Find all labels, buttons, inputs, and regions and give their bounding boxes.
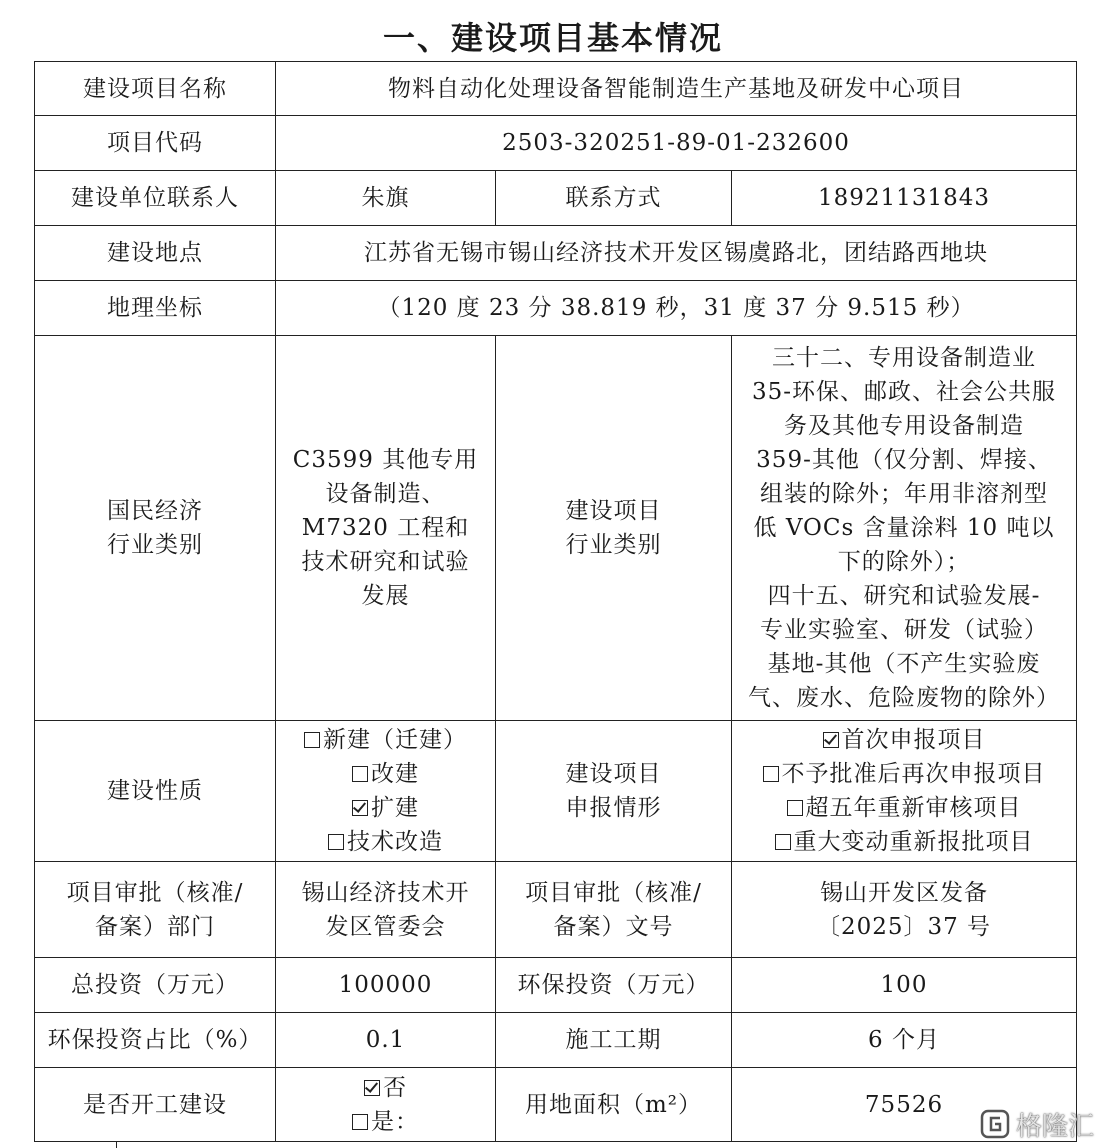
nature-option-expand[interactable]: 扩建 <box>282 791 489 825</box>
nature-label: 建设性质 <box>35 721 276 862</box>
approval-doc-label-line1: 项目审批（核准/ <box>525 879 702 906</box>
land-area-value: 75526 <box>732 1068 1077 1142</box>
approval-doc-line1: 锡山开发区发备 <box>820 879 988 906</box>
national-industry-line: 发展 <box>361 583 410 609</box>
declare-options <box>732 721 1077 862</box>
checkbox-icon[interactable] <box>352 1114 368 1130</box>
env-investment-value: 100 <box>732 958 1077 1013</box>
project-industry-line: 组装的除外；年用非溶剂型 <box>760 481 1048 507</box>
project-industry-line: 专业实验室、研发（试验） <box>760 617 1048 643</box>
checkbox-checked-icon[interactable] <box>823 732 839 748</box>
page-title: 一、建设项目基本情况 <box>382 19 723 57</box>
phone-label: 联系方式 <box>496 171 732 226</box>
env-ratio-value: 0.1 <box>276 1013 496 1068</box>
national-industry-value <box>276 336 496 721</box>
approval-dept-value <box>276 862 496 958</box>
project-name-label: 建设项目名称 <box>35 62 276 116</box>
coordinates-value: （120 度 23 分 38.819 秒，31 度 37 分 9.515 秒） <box>276 281 1077 336</box>
approval-dept-label <box>35 862 276 958</box>
env-investment-label: 环保投资（万元） <box>496 958 732 1013</box>
checkbox-checked-icon[interactable] <box>352 800 368 816</box>
next-row-border <box>34 1141 1076 1142</box>
project-industry-line: 三十二、专用设备制造业 <box>772 345 1036 371</box>
row-investment <box>35 958 1077 1013</box>
project-industry-line: 四十五、研究和试验发展- <box>767 583 1041 609</box>
national-industry-line: M7320 工程和 <box>301 515 470 541</box>
row-location <box>35 226 1077 281</box>
project-code-value: 2503-320251-89-01-232600 <box>276 116 1077 171</box>
construction-period-label: 施工工期 <box>496 1013 732 1068</box>
declare-option-five-year[interactable]: 超五年重新审核项目 <box>738 791 1070 825</box>
approval-doc-label-line2: 备案）文号 <box>553 913 674 940</box>
declare-option-resubmit[interactable]: 不予批准后再次申报项目 <box>738 757 1070 791</box>
checkbox-icon[interactable] <box>787 800 803 816</box>
row-nature <box>35 721 1077 862</box>
declare-option-first[interactable]: 首次申报项目 <box>738 723 1070 757</box>
project-industry-line: 气、废水、危险废物的除外） <box>748 685 1060 711</box>
declare-option-major-change[interactable]: 重大变动重新报批项目 <box>738 825 1070 859</box>
contact-name: 朱旗 <box>276 171 496 226</box>
project-industry-line: 低 VOCs 含量涂料 10 吨以 <box>753 515 1055 541</box>
project-industry-label-line1: 建设项目 <box>565 498 662 524</box>
started-label: 是否开工建设 <box>35 1068 276 1142</box>
nature-option-rebuild[interactable]: 改建 <box>282 757 489 791</box>
started-option-yes[interactable]: 是： <box>282 1105 489 1139</box>
row-started <box>35 1068 1077 1142</box>
project-industry-line: 基地-其他（不产生实验废 <box>767 651 1041 677</box>
project-industry-line: 务及其他专用设备制造 <box>784 413 1024 439</box>
watermark-text: 格隆汇 <box>1015 1111 1094 1142</box>
industry-label-line1: 国民经济 <box>107 498 203 524</box>
land-area-label: 用地面积（m²） <box>496 1068 732 1142</box>
investment-label: 总投资（万元） <box>35 958 276 1013</box>
national-industry-line: 技术研究和试验 <box>301 549 470 575</box>
approval-doc-value <box>732 862 1077 958</box>
row-approval <box>35 862 1077 958</box>
checkbox-icon[interactable] <box>328 834 344 850</box>
coordinates-label: 地理坐标 <box>35 281 276 336</box>
watermark <box>980 1106 1094 1142</box>
project-industry-value <box>732 336 1077 721</box>
national-industry-line: C3599 其他专用 <box>292 447 479 473</box>
project-industry-line: 下的除外）； <box>837 549 971 575</box>
approval-doc-line2: 〔2025〕37 号 <box>816 913 992 940</box>
declare-label <box>496 721 732 862</box>
approval-dept-label-line2: 备案）部门 <box>95 913 215 940</box>
project-industry-label <box>496 336 732 721</box>
next-row-divider <box>116 1141 117 1148</box>
approval-doc-label <box>496 862 732 958</box>
nature-option-new[interactable]: 新建（迁建） <box>282 723 489 757</box>
project-code-label: 项目代码 <box>35 116 276 171</box>
nature-options <box>276 721 496 862</box>
row-project-name <box>35 62 1077 116</box>
approval-dept-line2: 发区管委会 <box>325 913 446 940</box>
env-ratio-label: 环保投资占比（%） <box>35 1013 276 1068</box>
industry-label-line2: 行业类别 <box>107 532 203 558</box>
construction-period-value: 6 个月 <box>732 1013 1077 1068</box>
row-ratio <box>35 1013 1077 1068</box>
checkbox-icon[interactable] <box>304 732 320 748</box>
checkbox-icon[interactable] <box>763 766 779 782</box>
approval-dept-line1: 锡山经济技术开 <box>301 879 470 906</box>
industry-label <box>35 336 276 721</box>
phone-value: 18921131843 <box>732 171 1077 226</box>
row-project-code <box>35 116 1077 171</box>
project-industry-line: 359-其他（仅分割、焊接、 <box>756 447 1052 473</box>
declare-label-line2: 申报情形 <box>565 795 662 821</box>
checkbox-icon[interactable] <box>352 766 368 782</box>
project-industry-label-line2: 行业类别 <box>565 532 662 558</box>
gelonghui-logo-icon <box>980 1109 1010 1139</box>
project-info-table <box>34 61 1077 1142</box>
row-coordinates <box>35 281 1077 336</box>
project-industry-line: 35-环保、邮政、社会公共服 <box>751 379 1057 405</box>
declare-label-line1: 建设项目 <box>565 761 662 787</box>
project-name-value: 物料自动化处理设备智能制造生产基地及研发中心项目 <box>276 62 1077 116</box>
national-industry-line: 设备制造、 <box>325 481 446 507</box>
location-label: 建设地点 <box>35 226 276 281</box>
approval-dept-label-line1: 项目审批（核准/ <box>66 879 244 906</box>
started-option-no[interactable]: 否 <box>282 1071 489 1105</box>
row-industry <box>35 336 1077 721</box>
started-options <box>276 1068 496 1142</box>
nature-option-tech[interactable]: 技术改造 <box>282 825 489 859</box>
location-value: 江苏省无锡市锡山经济技术开发区锡虞路北，团结路西地块 <box>276 226 1077 281</box>
investment-value: 100000 <box>276 958 496 1013</box>
row-contact <box>35 171 1077 226</box>
checkbox-icon[interactable] <box>775 834 791 850</box>
contact-label: 建设单位联系人 <box>35 171 276 226</box>
checkbox-checked-icon[interactable] <box>364 1080 380 1096</box>
